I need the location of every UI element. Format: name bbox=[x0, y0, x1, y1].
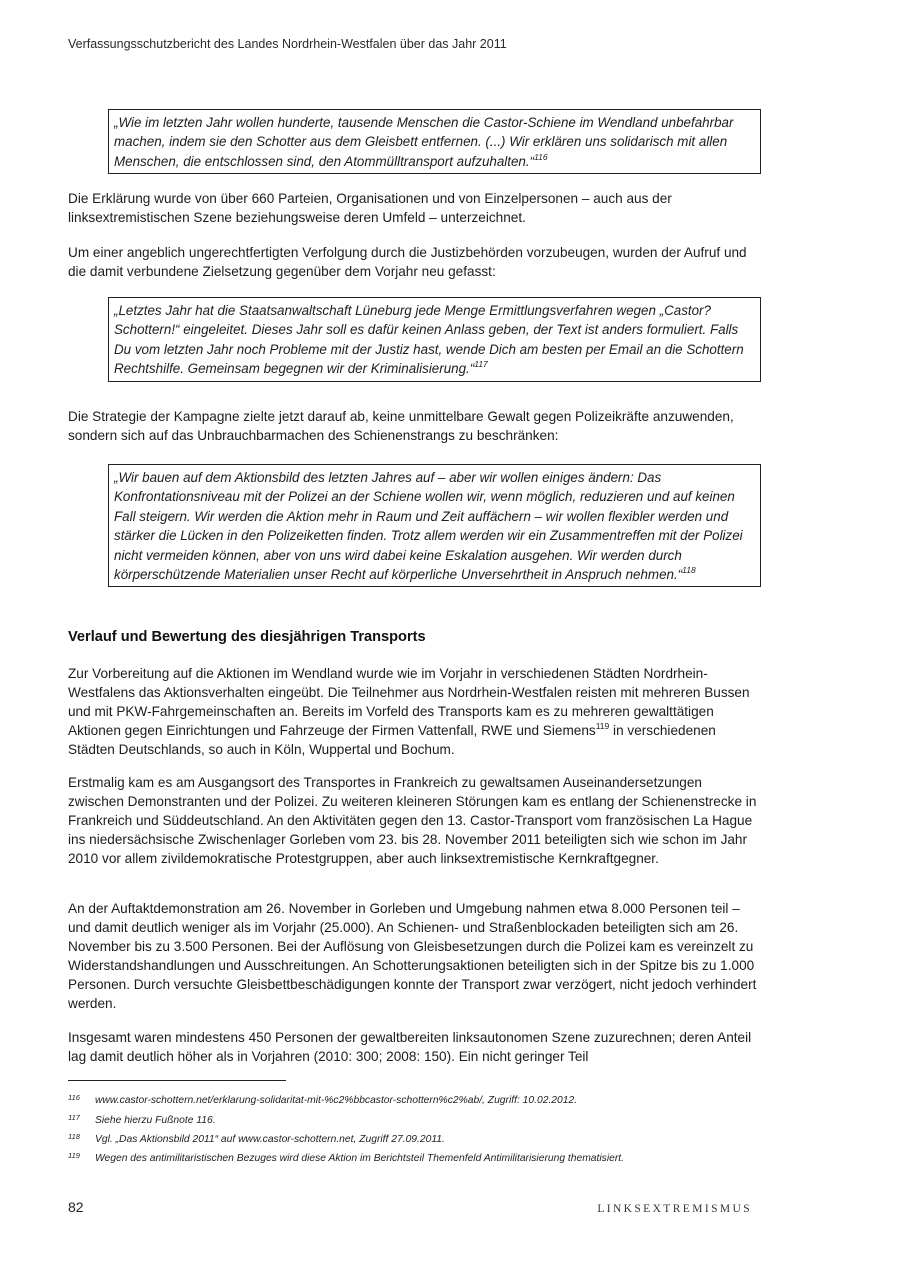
footnote-text: Siehe hierzu Fußnote 116. bbox=[95, 1115, 216, 1126]
quote-box bbox=[108, 297, 761, 382]
quote-box bbox=[108, 464, 761, 587]
footnote-number: 117 bbox=[68, 1113, 80, 1122]
paragraph-text: Zur Vorbereitung auf die Aktionen im Wendland wurde wie im Vorjahr in verschiedenen Städten Nordrhein-Westfalens das Aktionsverhalten eingeübt. Die Teilnehmer aus Nordrhein-Westfalen reisten mit mehreren Bussen und mit PKW-Fahrgemeinschaften an. Bereits im Vorfeld des Transports kam es zu mehreren gewalttätigen Aktionen gegen Einrichtungen und Fahrzeuge der Firmen Vattenfall, RWE und Siemens bbox=[68, 666, 750, 738]
paragraph: Die Erklärung wurde von über 660 Parteien, Organisationen und von Einzelpersonen – auch aus der linksextremistischen Szene beziehungsweise deren Umfeld – unterzeichnet. bbox=[68, 191, 672, 225]
footnote-text: Vgl. „Das Aktionsbild 2011“ auf www.castor-schottern.net, Zugriff 27.09.2011. bbox=[95, 1134, 445, 1145]
footnote-text: www.castor-schottern.net/erklarung-solidaritat-mit-%c2%bbcastor-schottern%c2%ab/, Zugriff: 10.02.2012. bbox=[95, 1095, 578, 1106]
footnote-ref[interactable]: 117 bbox=[474, 359, 488, 370]
quote-text: „Wie im letzten Jahr wollen hunderte, tausende Menschen die Castor-Schiene im Wendland unbefahrbar machen, indem sie den Schotter aus dem Gleisbett entfernen. (...) Wir erklären uns solidarisch mit allen Menschen, die entschlossen sind, den Atommülltransport aufzuhalten.“ bbox=[114, 115, 734, 169]
quote-text: „Wir bauen auf dem Aktionsbild des letzten Jahres auf – aber wir wollen einiges ändern: Das Konfrontationsniveau mit der Polizei an der Schiene wollen wir, wenn möglich, reduzieren und auf keinen Fall steigern. Wir werden die Aktion mehr in Raum und Zeit auffächern – wir wollen flexibler werden und stärker die Lücken in den Polizeiketten finden. Trotz allem werden wir ein Zusammentreffen mit der Polizei nicht vermeiden können, aber von uns wird dabei keine Eskalation ausgehen. Wir werden durch körperschützende Materialien unser Recht auf körperliche Unversehrtheit in Anspruch nehmen.“ bbox=[114, 470, 743, 583]
footnote-divider bbox=[68, 1080, 286, 1081]
footnote-number: 119 bbox=[68, 1151, 80, 1160]
paragraph: Um einer angeblich ungerechtfertigten Verfolgung durch die Justizbehörden vorzubeugen, wurden der Aufruf und die damit verbundene Zielsetzung gegenüber dem Vorjahr neu gefasst: bbox=[68, 245, 747, 279]
quote-box bbox=[108, 109, 761, 174]
footnote-number: 116 bbox=[68, 1093, 80, 1102]
quote-text: „Letztes Jahr hat die Staatsanwaltschaft Lüneburg jede Menge Ermittlungsverfahren wegen „Castor? Schottern!“ eingeleitet. Dieses Jahr soll es dafür keinen Anlass geben, der Text ist anders formuliert. Falls Du vom letzten Jahr noch Probleme mit der Justiz hast, wende Dich am besten per Email an die Schottern Rechtshilfe. Gemeinsam begegnen wir der Kriminalisierung.“ bbox=[114, 303, 744, 377]
paragraph: Insgesamt waren mindestens 450 Personen der gewaltbereiten linksautonomen Szene zuzurechnen; deren Anteil lag damit deutlich höher als in Vorjahren (2010: 300; 2008: 150). Ein nicht geringer Teil bbox=[68, 1030, 752, 1064]
footnote-ref[interactable]: 116 bbox=[534, 151, 548, 162]
paragraph: Erstmalig kam es am Ausgangsort des Transportes in Frankreich zu gewaltsamen Auseinandersetzungen zwischen Demonstranten und der Polizei. Zu weiteren kleineren Störungen kam es entlang der Schienenstrecke in Frankreich und Süddeutschland. An den Aktivitäten gegen den 13. Castor-Transport vom französischen La Hague ins niedersächsische Zwischenlager Gorleben vom 23. bis 28. November 2011 beteiligten sich wie schon im Jahr 2010 vor allem zivildemokratische Protestgruppen, aber auch linksextremistische Kernkraftgegner. bbox=[68, 775, 757, 866]
section-heading: Verlauf und Bewertung des diesjährigen Transports bbox=[68, 629, 426, 645]
paragraph-text: in verschiedenen Städten Deutschlands, so auch in Köln, Wuppertal und Bochum. bbox=[68, 723, 716, 757]
paragraph bbox=[68, 664, 758, 759]
footnote-ref[interactable]: 119 bbox=[595, 721, 610, 731]
footnote-ref[interactable]: 118 bbox=[682, 565, 696, 576]
running-header: Verfassungsschutzbericht des Landes Nordrhein-Westfalen über das Jahr 2011 bbox=[68, 37, 507, 51]
page-number: 82 bbox=[68, 1199, 84, 1215]
footnote-text: Wegen des antimilitaristischen Bezuges wird diese Aktion im Berichtsteil Themenfeld Antimilitarisierung thematisiert. bbox=[95, 1153, 624, 1164]
footnote-number: 118 bbox=[68, 1132, 80, 1141]
paragraph: Die Strategie der Kampagne zielte jetzt darauf ab, keine unmittelbare Gewalt gegen Polizeikräfte anzuwenden, sondern sich auf das Unbrauchbarmachen des Schienenstrangs zu beschränken: bbox=[68, 409, 734, 443]
paragraph: An der Auftaktdemonstration am 26. November in Gorleben und Umgebung nahmen etwa 8.000 Personen teil – und damit deutlich weniger als im Vorjahr (25.000). An Schienen- und Straßenblockaden beteiligten sich am 26. November bis zu 3.500 Personen. Bei der Auflösung von Gleisbesetzungen durch die Polizei kam es vereinzelt zu Widerstandshandlungen und Ausschreitungen. An Schotterungsaktionen beteiligten sich in der Spitze bis zu 1.000 Personen. Durch versuchte Gleisbettbeschädigungen konnte der Transport zwar verzögert, nicht jedoch verhindert werden. bbox=[68, 901, 757, 1011]
section-name: LINKSEXTREMISMUS bbox=[597, 1203, 752, 1215]
